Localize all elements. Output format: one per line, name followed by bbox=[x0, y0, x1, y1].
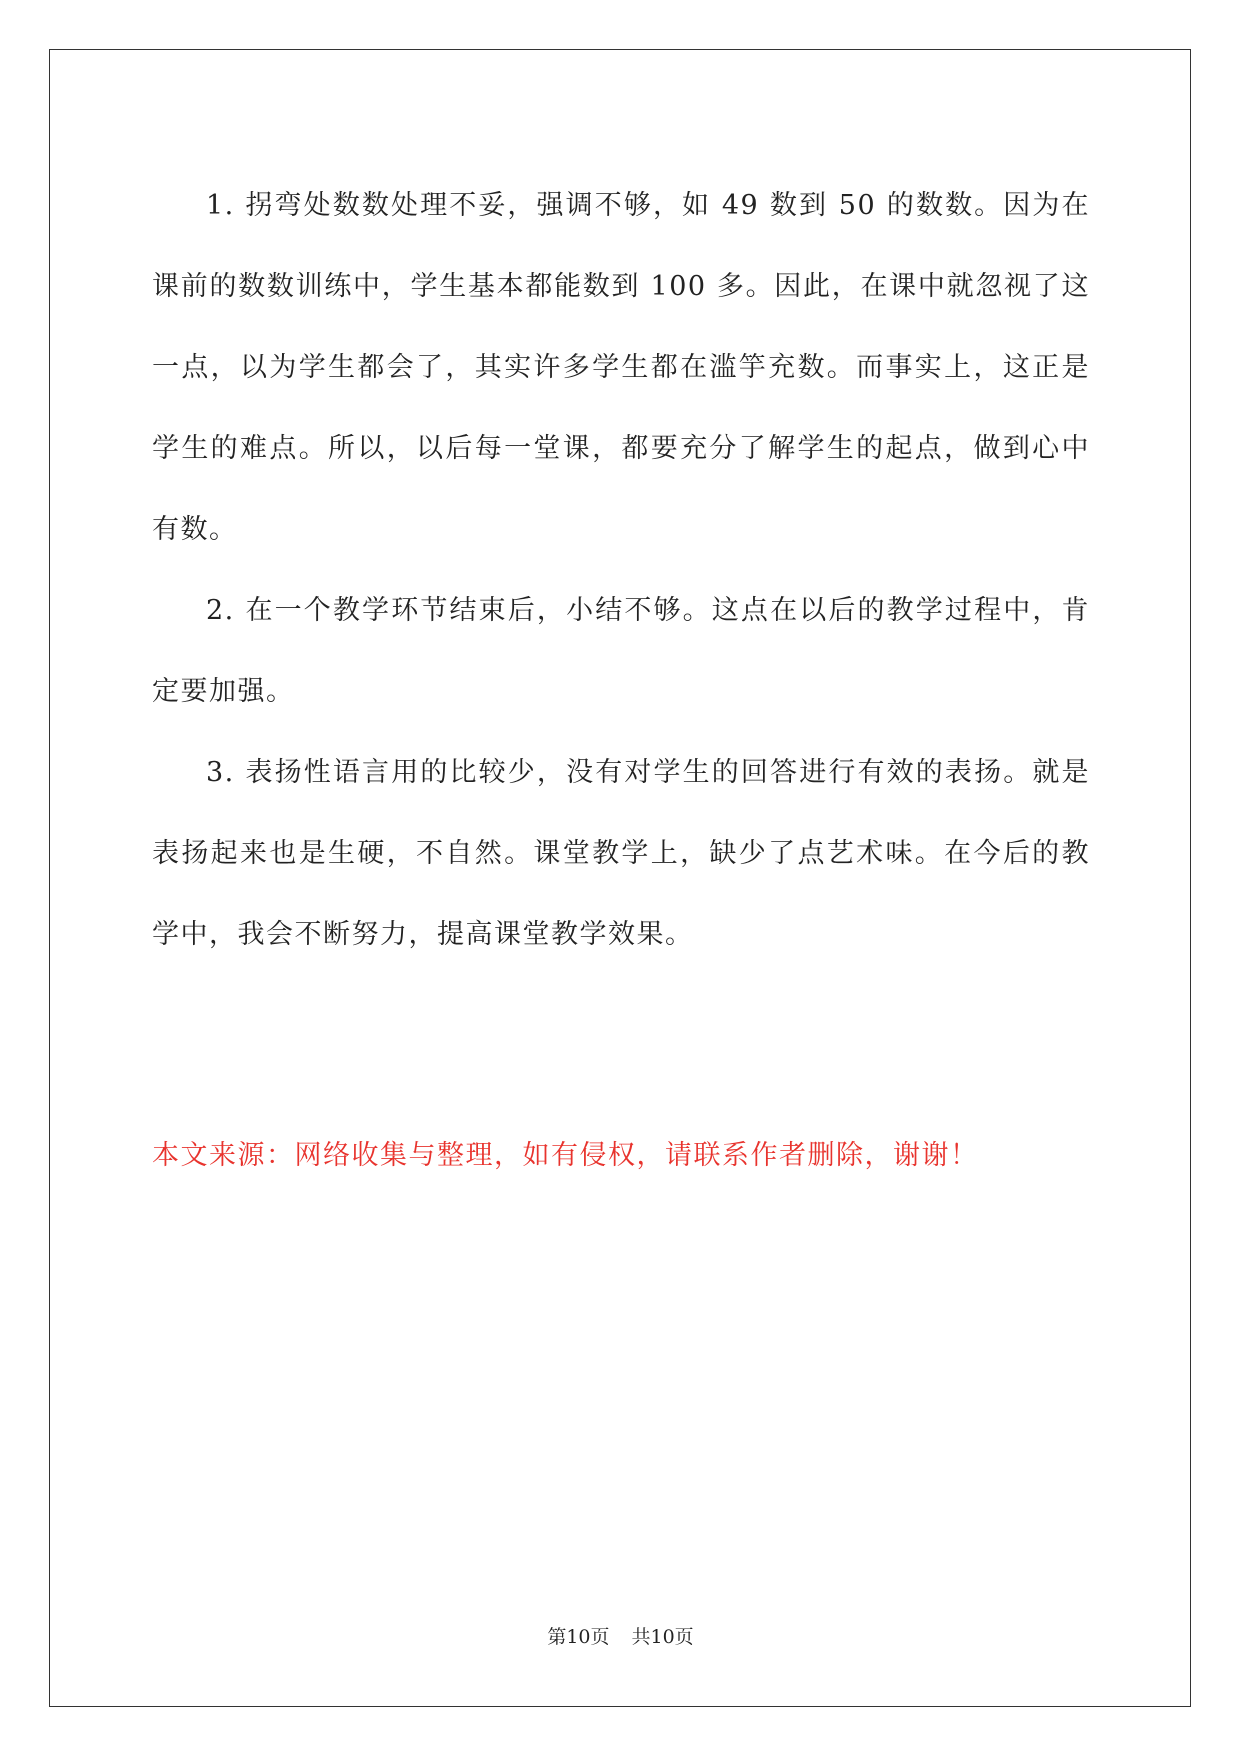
paragraph-1: 1. 拐弯处数数处理不妥，强调不够，如 49 数到 50 的数数。因为在课前的数数训练中，学生基本都能数到 100 多。因此，在课中就忽视了这一点，以为学生都会了，其实许多学生都在滥竽充数。而事实上，这正是学生的难点。所以，以后每一堂课，都要充分了解学生的起点，做到心中有数。 bbox=[152, 190, 1090, 545]
paragraph-3: 3. 表扬性语言用的比较少，没有对学生的回答进行有效的表扬。就是表扬起来也是生硬，不自然。课堂教学上，缺少了点艺术味。在今后的教学中，我会不断努力，提高课堂教学效果。 bbox=[152, 757, 1090, 950]
current-page-label: 第10页 bbox=[547, 1626, 610, 1648]
paragraph-2: 2. 在一个教学环节结束后，小结不够。这点在以后的教学过程中，肯定要加强。 bbox=[152, 595, 1090, 707]
page-footer bbox=[0, 1624, 1241, 1650]
total-pages-label: 共10页 bbox=[631, 1626, 694, 1648]
document-body bbox=[152, 165, 1090, 975]
source-disclaimer: 本文来源：网络收集与整理，如有侵权，请联系作者删除，谢谢！ bbox=[152, 1140, 979, 1171]
